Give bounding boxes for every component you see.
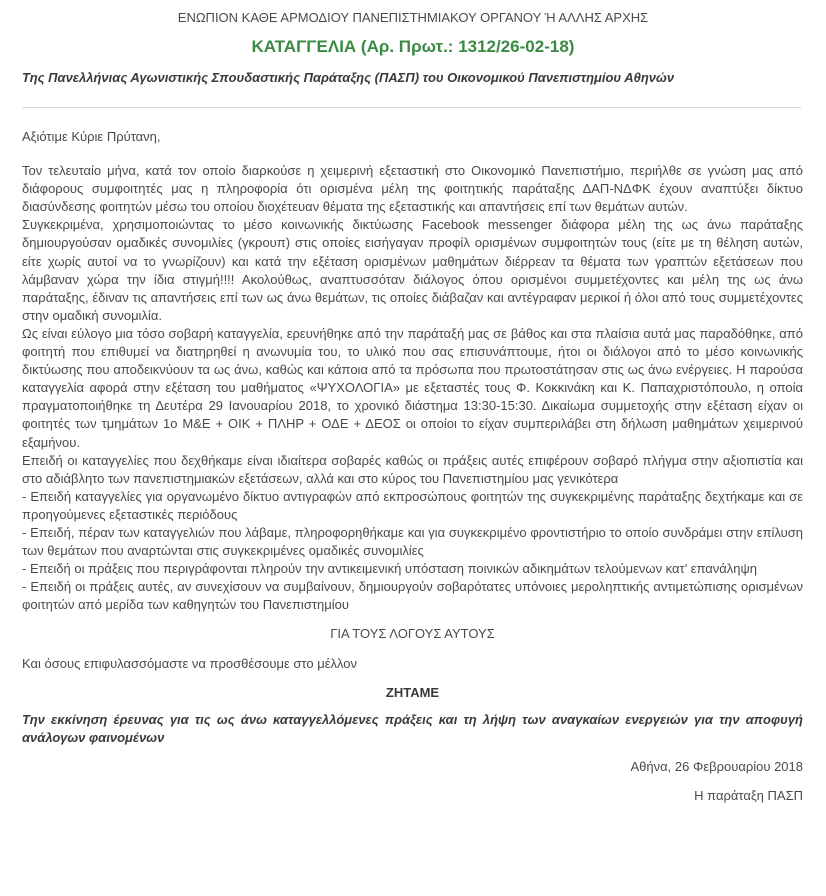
header-divider bbox=[22, 107, 801, 108]
document-subtitle: Της Πανελλήνιας Αγωνιστικής Σπουδαστικής Παράταξης (ΠΑΣΠ) του Οικονομικού Πανεπιστημίου Αθηνών bbox=[22, 70, 675, 85]
paragraph: Επειδή οι καταγγελίες που δεχθήκαμε είναι ιδιαίτερα σοβαρές καθώς οι πράξεις αυτές επιφέρουν σοβαρό πλήγμα στην αξιοπιστία και στο αδιάβλητο των πανεπιστημιακών εξετάσεων, αλλά και στο κύρος του Πανεπιστημίου μας γενικότερα bbox=[22, 452, 803, 486]
date-line: Αθήνα, 26 Φεβρουαρίου 2018 bbox=[630, 758, 803, 774]
reservation-line: Και όσους επιφυλασσόμαστε να προσθέσουμε στο μέλλον bbox=[22, 655, 358, 671]
reason-item: - Επειδή καταγγελίες για οργανωμένο δίκτυο αντιγραφών από εκπροσώπους φοιτητών της συγκεκριμένης παράταξης δεχτήκαμε και σε προηγούμενες εξεταστικές περιόδους bbox=[22, 488, 803, 522]
demand-heading: ΖΗΤΑΜΕ bbox=[385, 684, 440, 700]
paragraph: Συγκεκριμένα, χρησιμοποιώντας το μέσο κοινωνικής δικτύωσης Facebook messenger διάφορα μέλη της ως άνω παράταξης δημιουργούσαν ομαδικές συνομιλίες (γκρουπ) στις οποίες εισήγαγαν προφίλ ορισμένων συμφοιτητών τους (είτε με τη θέληση αυτών, είτε χωρίς αυτοί να το γνωρίζουν) και κατά την εξέταση ορισμένων μαθημάτων διέρρεαν τα θέματα των γραπτών εξετάσεων που λάμβαναν χώρα την ίδια στιγμή!!!! Ακολούθως, αναπτυσσόταν διάλογος όπου ορισμένοι συμμετέχοντες και μέλη της ως άνω παράταξης, έδιναν τις απαντήσεις επί των ως άνω θεμάτων, τις οποίες διάβαζαν και αντέγραφαν μερικοί ή όλοι από τους συμμετέχοντες στην ομαδική συνομιλία. bbox=[22, 217, 803, 323]
greeting: Αξιότιμε Κύριε Πρύτανη, bbox=[22, 129, 161, 144]
document-body bbox=[22, 128, 803, 805]
reason-item: - Επειδή οι πράξεις που περιγράφονται πληρούν την αντικειμενική υπόσταση ποινικών αδικημάτων τελούμενων κατ’ επανάληψη bbox=[22, 561, 758, 577]
signature: Η παράταξη ΠΑΣΠ bbox=[694, 788, 803, 803]
paragraph: Ως είναι εύλογο μια τόσο σοβαρή καταγγελία, ερευνήθηκε από την παράταξή μας σε βάθος και στα πλαίσια αυτά μας παραδόθηκε, από φοιτητή που επιθυμεί να διατηρηθεί η ανωνυμία του, το υλικό που σας επισυνάπτουμε, ήτοι οι διάλογοι από το μέσο κοινωνικής δικτύωσης που αποδεικνύουν τα ως άνω, καθώς και κάποια από τα πρόσωπα που πρωτοστάτησαν στις ως άνω ενέργειες. Η παρούσα καταγγελία αφορά στην εξέταση του μαθήματος «ΨΥΧΟΛΟΓΙΑ» με εξεταστές τους Φ. Κοκκινάκη και Κ. Παπαχριστόπουλο, η οποία πραγματοποιήθηκε τη Δευτέρα 29 Ιανουαρίου 2018, το χρονικό διάστημα 13:30-15:30. Δικαίωμα συμμετοχής στην εξέταση είχαν οι φοιτητές των τμημάτων 1ο Μ&Ε + ΟΙΚ + ΠΛΗΡ + ΟΔΕ + ΔΕΟΣ οι οποίοι το είχαν συμπεριλάβει στη δήλωση μαθημάτων χειμερινού εξαμήνου. bbox=[22, 325, 803, 450]
addressee-line: ΕΝΩΠΙΟΝ ΚΑΘΕ ΑΡΜΟΔΙΟΥ ΠΑΝΕΠΙΣΤΗΜΙΑΚΟΥ ΟΡΓΑΝΟΥ Ή ΑΛΛΗΣ ΑΡΧΗΣ bbox=[177, 10, 649, 25]
reasons-heading: ΓΙΑ ΤΟΥΣ ΛΟΓΟΥΣ ΑΥΤΟΥΣ bbox=[330, 626, 495, 642]
paragraph: Τον τελευταίο μήνα, κατά τον οποίο διαρκούσε η χειμερινή εξεταστική στο Οικονομικό Πανεπιστήμιο, περιήλθε σε γνώση μας από διάφορους συμφοιτητές μας η πληροφορία ότι ορισμένα μέλη της φοιτητικής παράταξης ΔΑΠ-ΝΔΦΚ έχουν αναπτύξει δίκτυο διασύνδεσης φοιτητών μέσω του οποίου διοχέτευαν θέματα της εξεταστικής και απαντήσεις επί των θεμάτων αυτών. bbox=[22, 163, 803, 215]
demand-text: Την εκκίνηση έρευνας για τις ως άνω καταγγελλόμενες πράξεις και τη λήψη των αναγκαίων ενεργειών για την αποφυγή ανάλογων φαινομένων bbox=[22, 711, 803, 745]
reason-item: - Επειδή οι πράξεις αυτές, αν συνεχίσουν να συμβαίνουν, δημιουργούν σοβαρότατες υπόνοιες μεροληπτικής αντιμετώπισης ορισμένων φοιτητών από μερίδα των καθηγητών του Πανεπιστημίου bbox=[22, 579, 803, 613]
document-title: ΚΑΤΑΓΓΕΛΙΑ (Αρ. Πρωτ.: 1312/26-02-18) bbox=[251, 37, 575, 56]
reason-item: - Επειδή, πέραν των καταγγελιών που λάβαμε, πληροφορηθήκαμε και για συγκεκριμένο φροντιστήριο το οποίο συνδράμει στην επίλυση των θεμάτων που αναρτώνται στις συγκεκριμένες ομαδικές συνομιλίες bbox=[22, 524, 803, 559]
